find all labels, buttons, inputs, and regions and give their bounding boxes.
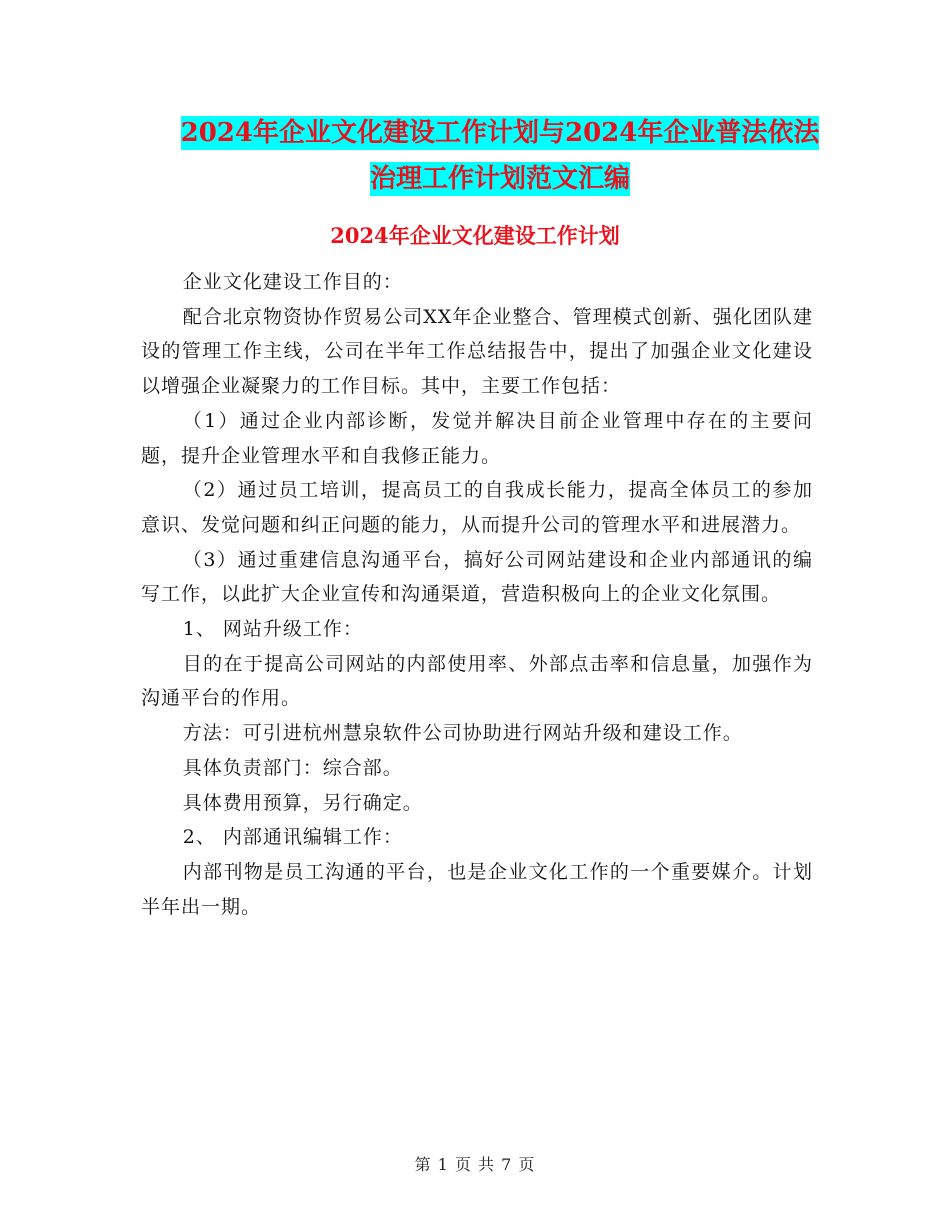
document-title-line2: 治理工作计划范文汇编 [369, 164, 630, 194]
document-body [141, 265, 813, 924]
page-number-footer: 第 1 页 共 7 页 [414, 1155, 536, 1174]
paragraph: 具体费用预算，另行确定。 [182, 791, 423, 814]
paragraph: 目的在于提高公司网站的内部使用率、外部点击率和信息量，加强作为沟通平台的作用。 [141, 652, 813, 710]
paragraph: （2）通过员工培训，提高员工的自我成长能力，提高全体员工的参加意识、发觉问题和纠正问题的能力，从而提升公司的管理水平和进展潜力。 [141, 479, 813, 536]
paragraph: 内部刊物是员工沟通的平台，也是企业文化工作的一个重要媒介。计划半年出一期。 [141, 860, 813, 918]
document-title [130, 110, 870, 202]
paragraph: （3）通过重建信息沟通平台，搞好公司网站建设和企业内部通讯的编写工作，以此扩大企业宣传和沟通渠道，营造积极向上的企业文化氛围。 [141, 548, 813, 606]
paragraph: 方法：可引进杭州慧泉软件公司协助进行网站升级和建设工作。 [182, 722, 743, 745]
paragraph: 2、 内部通讯编辑工作： [182, 826, 403, 849]
paragraph: 具体负责部门：综合部。 [182, 756, 403, 779]
section-title: 2024年企业文化建设工作计划 [330, 223, 620, 248]
paragraph: 1、 网站升级工作： [182, 618, 363, 641]
document-title-line1: 2024年企业文化建设工作计划与2024年企业普法依法 [180, 118, 820, 148]
paragraph: （1）通过企业内部诊断，发觉并解决目前企业管理中存在的主要问题，提升企业管理水平和自我修正能力。 [141, 409, 813, 467]
paragraph: 企业文化建设工作目的： [182, 271, 403, 293]
paragraph: 配合北京物资协作贸易公司XX年企业整合、管理模式创新、强化团队建设的管理工作主线，公司在半年工作总结报告中，提出了加强企业文化建设以增强企业凝聚力的工作目标。其中，主要工作包括： [141, 305, 813, 398]
